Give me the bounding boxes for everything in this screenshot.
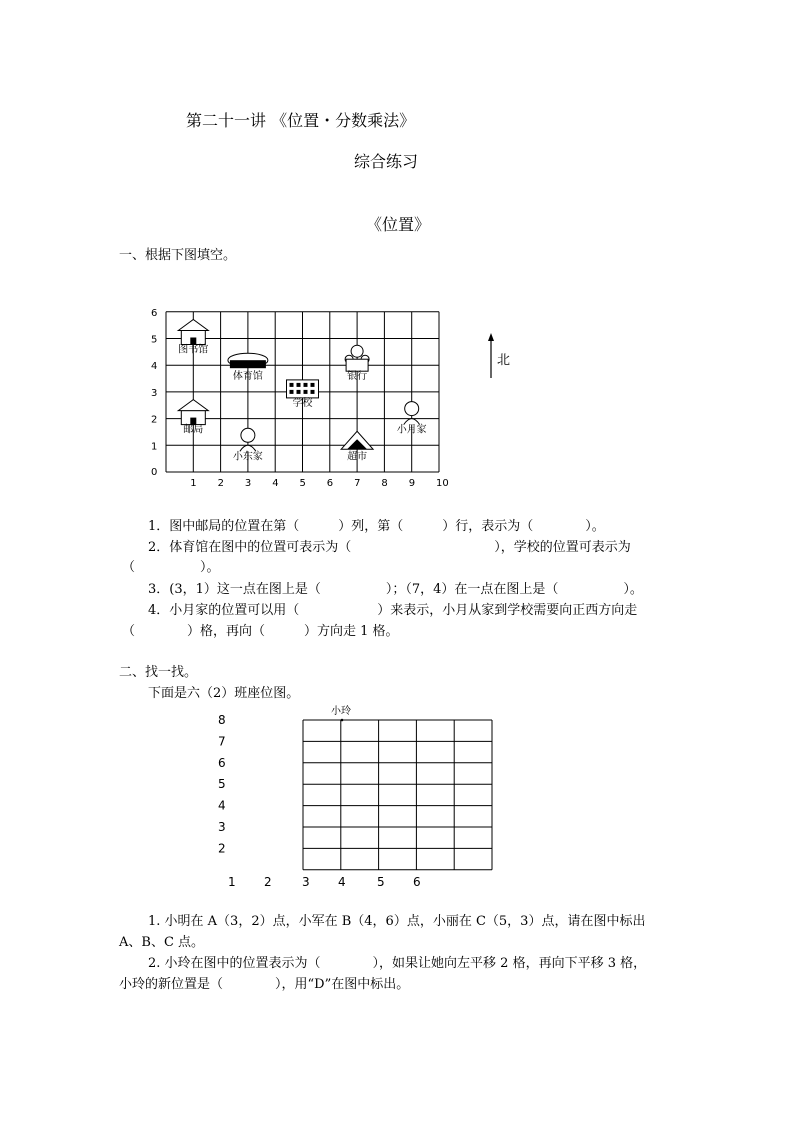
bank-icon	[345, 345, 369, 382]
map-x-tick: 8	[381, 478, 388, 489]
map-x-tick: 1	[190, 478, 197, 489]
bank-dome	[351, 345, 363, 357]
place-label: 体育馆	[232, 371, 263, 383]
place-label: 图书馆	[178, 344, 209, 356]
section-title: 《位置》	[366, 215, 431, 234]
school-window	[290, 383, 294, 387]
north-label: 北	[497, 353, 511, 368]
library-icon	[178, 320, 208, 356]
seat-y-tick: 6	[218, 755, 226, 770]
map-x-tick: 7	[354, 478, 361, 489]
kid-head	[241, 428, 255, 442]
p1-q4: 4．小月家的位置可以用（ ）来表示，小月从家到学校需要向正西方向走	[148, 603, 638, 618]
p2-q2-cont: 小玲的新位置是（ ），用“D”在图中标出。	[119, 977, 410, 992]
subtitle: 综合练习	[354, 152, 419, 171]
place-label: 小东家	[232, 451, 263, 463]
map-y-tick: 4	[151, 361, 158, 373]
school-window	[297, 390, 301, 394]
seat-y-tick: 4	[218, 798, 226, 813]
seat-x-tick: 1	[228, 874, 236, 889]
seat-grid	[303, 720, 492, 870]
school-window	[311, 390, 315, 394]
map-x-tick: 4	[272, 478, 279, 489]
seat-x-tick: 2	[264, 874, 272, 889]
map-y-tick: 2	[151, 414, 158, 426]
building-door	[190, 338, 196, 345]
seat-y-tick: 8	[218, 713, 226, 727]
north-arrow	[488, 333, 510, 378]
map-x-tick: 5	[299, 478, 306, 489]
post-office-icon	[178, 400, 208, 436]
place-label: 学校	[292, 397, 313, 409]
p1-q3: 3．(3，1）这一点在图上是（ ）；（7，4）在一点在图上是（ ）。	[148, 582, 643, 597]
map-y-tick: 3	[151, 387, 158, 399]
map-x-tick: 0	[151, 467, 158, 478]
p1-q2: 2．体育馆在图中的位置可表示为（ ），学校的位置可表示为	[148, 540, 631, 555]
market-icon	[341, 431, 373, 462]
map-y-tick: 6	[151, 307, 158, 319]
seat-y-tick: 2	[218, 841, 226, 856]
seat-y-tick: 5	[218, 777, 226, 792]
school-window	[304, 383, 308, 387]
building-door	[190, 418, 196, 425]
seat-chart	[200, 700, 510, 895]
seat-x-tick: 5	[377, 874, 385, 889]
map-x-tick: 6	[326, 478, 334, 489]
bank-body	[346, 359, 368, 371]
building-roof	[178, 320, 208, 331]
part1-heading: 一、根据下图填空。	[119, 248, 237, 263]
school-window	[311, 383, 315, 387]
seat-x-tick: 4	[338, 874, 346, 889]
place-label: 邮局	[183, 424, 204, 436]
map-y-tick: 1	[151, 441, 158, 453]
seat-x-tick: 3	[302, 874, 310, 889]
building-roof	[178, 400, 208, 411]
school-icon	[287, 380, 319, 409]
place-label: 银行	[347, 371, 368, 383]
gym-icon	[228, 353, 268, 382]
map-x-tick: 3	[244, 478, 252, 489]
part2-heading: 二、找一找。	[119, 665, 198, 680]
lecture-title: 第二十一讲 《位置・分数乘法》	[186, 111, 416, 130]
seat-y-tick: 7	[218, 734, 226, 749]
p1-q1: 1．图中邮局的位置在第（ ）列，第（ ）行，表示为（ ）。	[148, 519, 605, 534]
xiaoling-dot	[341, 719, 344, 722]
seat-axis-ticks	[218, 713, 421, 889]
gym-base	[230, 360, 266, 368]
school-window	[297, 383, 301, 387]
map-y-tick: 5	[151, 334, 158, 346]
p1-q4-cont: （ ）格，再向（ ）方向走 1 格。	[122, 624, 399, 639]
p2-q1-cont: A、B、C 点。	[119, 935, 205, 950]
map-x-tick: 9	[408, 478, 416, 489]
school-window	[290, 390, 294, 394]
seat-y-tick: 3	[218, 820, 226, 834]
kid-head	[405, 402, 419, 416]
place-label: 小月家	[396, 424, 427, 436]
location-map	[140, 300, 560, 500]
seat-x-tick: 6	[413, 874, 421, 889]
part2-intro: 下面是六（2）班座位图。	[148, 686, 300, 701]
p2-q1: 1. 小明在 A（3，2）点，小军在 B（4，6）点，小丽在 C（5，3）点，请在图中标出	[148, 914, 646, 929]
map-x-tick: 10	[436, 478, 449, 489]
p1-q2-cont: （ ）。	[122, 560, 220, 575]
p2-q2: 2. 小玲在图中的位置表示为（ ），如果让她向左平移 2 格，再向下平移 3 格，	[148, 956, 647, 971]
school-window	[304, 390, 308, 394]
place-label: 超市	[347, 451, 368, 463]
school-body	[287, 380, 319, 398]
map-x-tick: 2	[217, 478, 224, 489]
xiaoling-label: 小玲	[331, 706, 351, 717]
